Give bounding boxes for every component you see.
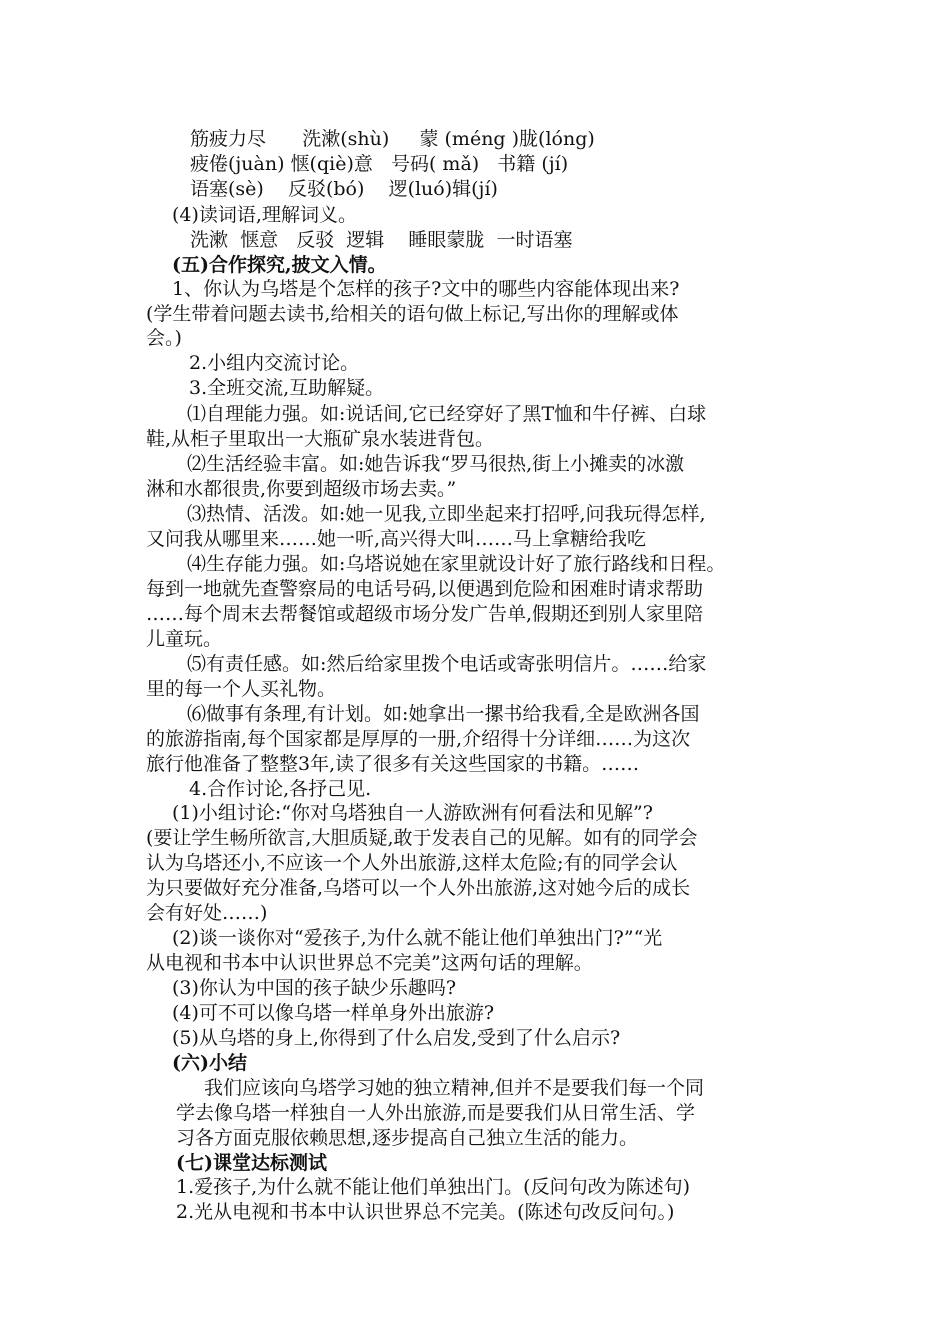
point-5-line-2: 里的每一个人买礼物。 (146, 678, 337, 700)
vocab-line-1: 筋疲力尽 洗漱(shù) 蒙 (méng )胧(lóng) (190, 128, 595, 150)
q1-line-3: 会。) (146, 327, 182, 349)
point-5-line-1: ⑸有责任感。如:然后给家里拨个电话或寄张明信片。……给家 (187, 653, 707, 675)
point-1-line-2: 鞋,从柜子里取出一大瓶矿泉水装进背包。 (146, 428, 495, 450)
test-item-2: 2.光从电视和书本中认识世界总不完美。(陈述句改反问句。) (176, 1201, 675, 1223)
test-item-1: 1.爱孩子,为什么就不能让他们单独出门。(反问句改为陈述句) (176, 1176, 690, 1198)
vocab-line-3: 语塞(sè) 反驳(bó) 逻(luó)辑(jí) (190, 178, 498, 200)
section-6-title: (六)小结 (172, 1052, 247, 1074)
vocab-line-2: 疲倦(juàn) 惬(qiè)意 号码( mǎ) 书籍 (jí) (190, 153, 569, 175)
discuss-2-line-2: 从电视和书本中认识世界总不完美”这两句话的理解。 (146, 952, 593, 974)
discuss-1-line-1: (1)小组讨论:“你对乌塔独自一人游欧洲有何看法和见解”? (172, 802, 653, 824)
discuss-1-line-3: 认为乌塔还小,不应该一个人外出旅游,这样太危险;有的同学会认 (146, 852, 678, 874)
section-5-title: (五)合作探究,披文入情。 (172, 254, 387, 276)
summary-line-3: 习各方面克服依赖思想,逐步提高自己独立生活的能力。 (176, 1127, 639, 1149)
q3: 3.全班交流,互助解疑。 (189, 377, 385, 399)
q2: 2.小组内交流讨论。 (189, 352, 360, 374)
point-4-line-4: 儿童玩。 (146, 628, 223, 650)
point-4-line-1: ⑷生存能力强。如:乌塔说她在家里就设计好了旅行路线和日程。 (187, 553, 726, 575)
summary-line-1: 我们应该向乌塔学习她的独立精神,但并不是要我们每一个同 (204, 1077, 705, 1099)
q4: 4.合作讨论,各抒己见. (189, 778, 372, 800)
discuss-5: (5)从乌塔的身上,你得到了什么启发,受到了什么启示? (172, 1027, 621, 1049)
word-list: 洗漱 惬意 反驳 逻辑 睡眼蒙胧 一时语塞 (190, 229, 573, 251)
task-4: (4)读词语,理解词义。 (172, 204, 357, 226)
point-4-line-2: 每到一地就先查警察局的电话号码,以便遇到危险和困难时请求帮助 (146, 578, 704, 600)
discuss-4: (4)可不可以像乌塔一样单身外出旅游? (172, 1002, 495, 1024)
discuss-1-line-4: 为只要做好充分准备,乌塔可以一个人外出旅游,这对她今后的成长 (146, 877, 691, 899)
summary-line-2: 学去像乌塔一样独自一人外出旅游,而是要我们从日常生活、学 (176, 1102, 696, 1124)
point-3-line-1: ⑶热情、活泼。如:她一见我,立即坐起来打招呼,问我玩得怎样, (187, 503, 706, 525)
discuss-2-line-1: (2)谈一谈你对“爱孩子,为什么就不能让他们单独出门?”“光 (172, 927, 663, 949)
point-1-line-1: ⑴自理能力强。如:说话间,它已经穿好了黑T恤和牛仔裤、白球 (187, 403, 707, 425)
point-3-line-2: 又问我从哪里来……她一听,高兴得大叫……马上拿糖给我吃 (146, 528, 647, 550)
point-4-line-3: ……每个周末去帮餐馆或超级市场分发广告单,假期还到别人家里陪 (146, 603, 704, 625)
point-6-line-2: 的旅游指南,每个国家都是厚厚的一册,介绍得十分详细……为这次 (146, 728, 691, 750)
discuss-1-line-2: (要让学生畅所欲言,大胆质疑,敢于发表自己的见解。如有的同学会 (146, 827, 698, 849)
point-6-line-3: 旅行他准备了整整3年,读了很多有关这些国家的书籍。…… (146, 753, 640, 775)
section-7-title: (七)课堂达标测试 (176, 1152, 327, 1174)
q1-line-1: 1、你认为乌塔是个怎样的孩子?文中的哪些内容能体现出来? (172, 278, 680, 300)
point-2-line-1: ⑵生活经验丰富。如:她告诉我“罗马很热,街上小摊卖的冰激 (187, 453, 685, 475)
point-2-line-2: 淋和水都很贵,你要到超级市场去卖。” (146, 478, 457, 500)
q1-line-2: (学生带着问题去读书,给相关的语句做上标记,写出你的理解或体 (146, 303, 679, 325)
discuss-1-line-5: 会有好处……) (146, 902, 268, 924)
discuss-3: (3)你认为中国的孩子缺少乐趣吗? (172, 977, 457, 999)
point-6-line-1: ⑹做事有条理,有计划。如:她拿出一摞书给我看,全是欧洲各国 (187, 703, 700, 725)
